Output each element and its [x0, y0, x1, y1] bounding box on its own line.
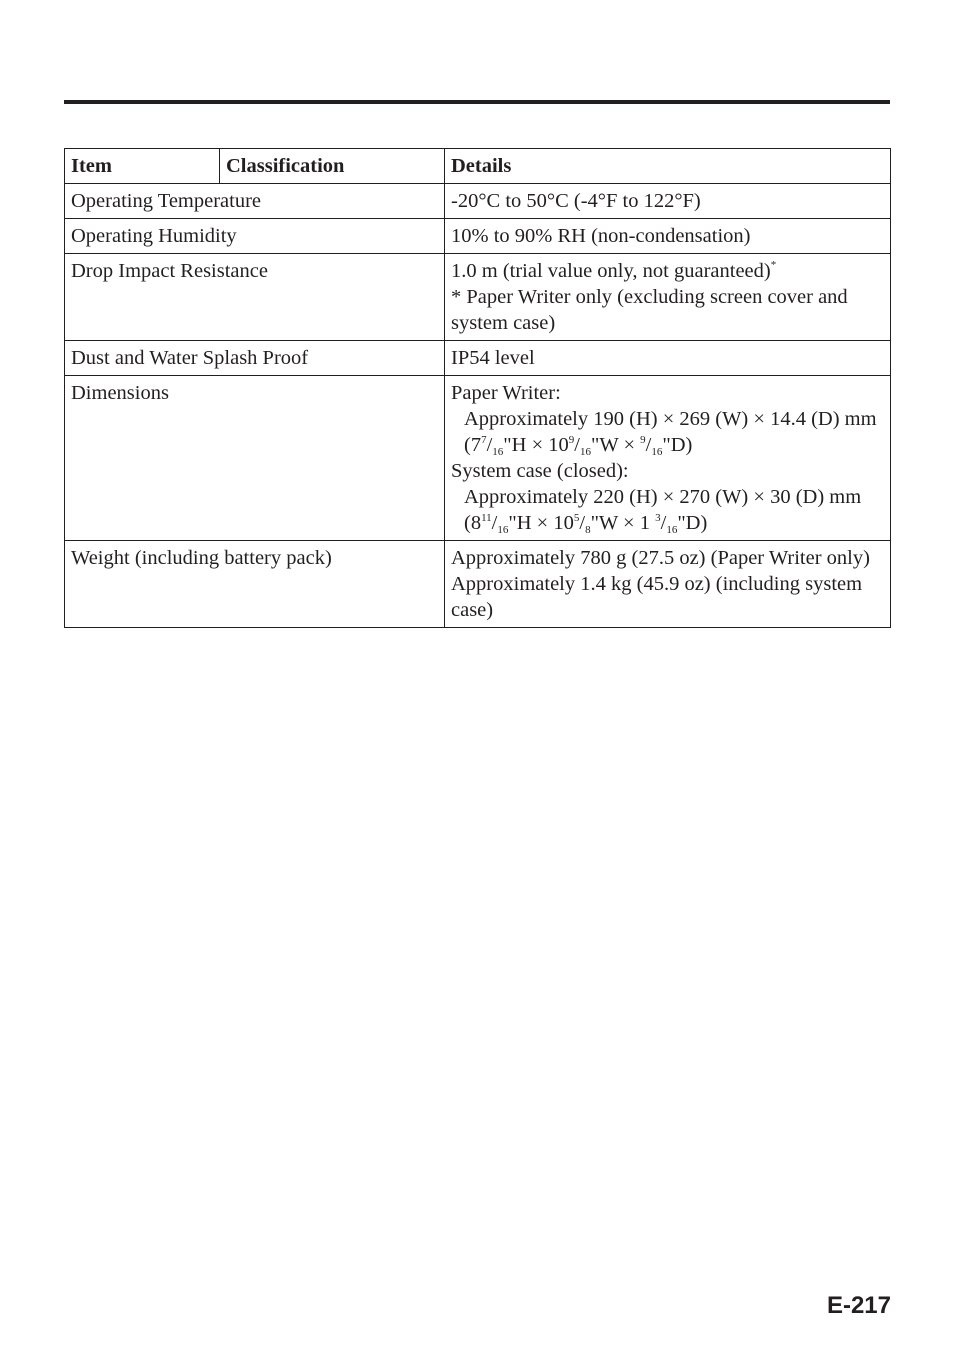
row-details-weight — [445, 541, 891, 628]
table-header-row — [65, 149, 891, 184]
footnote-mark: * — [770, 259, 777, 271]
case-metric: Approximately 220 (H) × 270 (W) × 30 (D) mm — [464, 486, 862, 508]
row-item-drop: Drop Impact Resistance — [65, 254, 445, 341]
top-rule — [64, 100, 890, 104]
drop-footnote: * Paper Writer only (excluding screen cover and system case) — [451, 286, 848, 334]
table-row — [65, 254, 891, 341]
row-details-temperature: -20°C to 50°C (-4°F to 122°F) — [445, 184, 891, 219]
row-item-dust: Dust and Water Splash Proof — [65, 341, 445, 376]
header-item: Item — [65, 149, 220, 184]
weight-system: Approximately 1.4 kg (45.9 oz) (including system case) — [451, 573, 863, 621]
case-imperial: ($8^{11}/_{16}"H$ × $10^5/_8"W \times 1$ $^3/_{16}"D$) — [464, 512, 708, 536]
writer-label: Paper Writer: — [451, 382, 561, 404]
case-label: System case (closed): — [451, 460, 629, 482]
table-row — [65, 219, 891, 254]
row-item-weight: Weight (including battery pack) — [65, 541, 445, 628]
row-item-dimensions: Dimensions — [65, 376, 445, 541]
drop-value: 1.0 m (trial value only, not guaranteed)* — [451, 259, 777, 282]
row-item-humidity: Operating Humidity — [65, 219, 445, 254]
writer-imperial: ($7^7/_{16}"H$ × $10^9/_{16}"W$ × $^9/_{16}"D$) — [464, 434, 693, 458]
table-row — [65, 541, 891, 628]
weight-writer: Approximately 780 g (27.5 oz) (Paper Writer only) — [451, 547, 870, 569]
row-item-temperature: Operating Temperature — [65, 184, 445, 219]
page-number: E-217 — [826, 1292, 891, 1319]
row-details-drop — [445, 254, 891, 341]
writer-metric: Approximately 190 (H) × 269 (W) × 14.4 (D) mm — [464, 408, 877, 430]
table-row — [65, 184, 891, 219]
row-details-dust: IP54 level — [445, 341, 891, 376]
header-details: Details — [445, 149, 891, 184]
header-classification: Classification — [220, 149, 445, 184]
specifications-table — [64, 148, 891, 628]
table-row — [65, 376, 891, 541]
row-details-dimensions — [445, 376, 891, 541]
table-row — [65, 341, 891, 376]
row-details-humidity: 10% to 90% RH (non-condensation) — [445, 219, 891, 254]
